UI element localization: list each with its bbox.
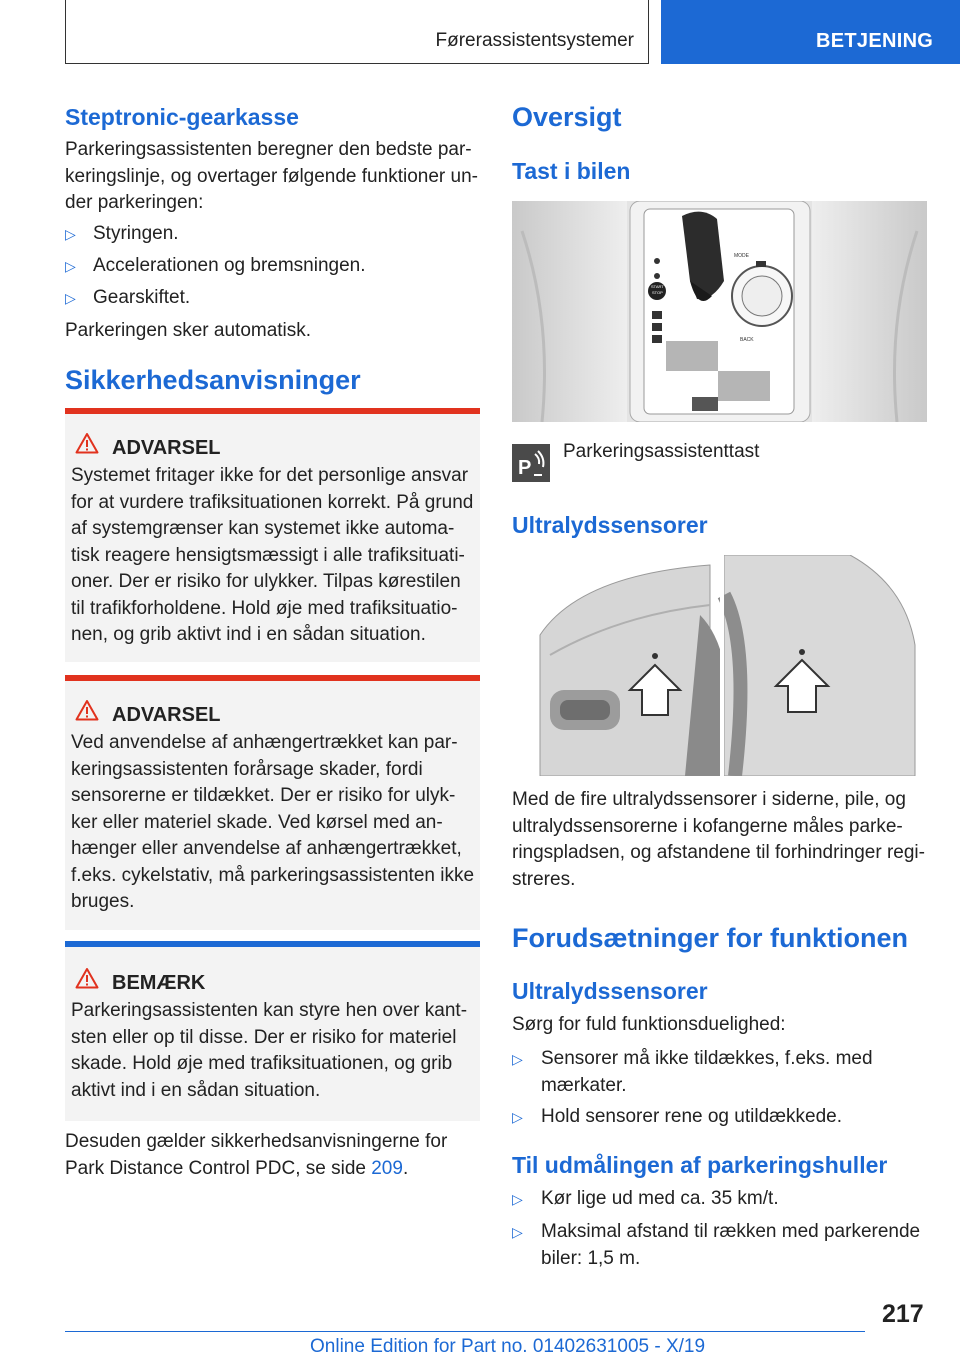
text-line: Med de fire ultralydssensorer i siderne, pile, og [512, 789, 906, 810]
text-line: keringslinje, og overtager følgende funktioner un- [65, 165, 478, 187]
warning-triangle-icon [75, 967, 99, 989]
sensor-image [520, 555, 920, 776]
notice-bar [65, 941, 480, 947]
steptronic-text [65, 137, 485, 217]
page-number: 217 [882, 1300, 924, 1328]
parking-assistant-icon [512, 444, 550, 482]
text-line: Sensorer må ikke tildækkes, f.eks. med [541, 1048, 873, 1069]
button-caption: Parkeringsassistenttast [563, 441, 760, 462]
text-line: til trafikforholdene. Hold øje med trafiksituatio- [71, 597, 458, 619]
text-line: skade. Hold øje med trafiksituationen, og grib [71, 1053, 453, 1074]
page-reference-link[interactable]: 209 [371, 1157, 403, 1179]
start-label: START [651, 284, 664, 289]
console-image [512, 201, 927, 422]
measurement-heading: Til udmålingen af parkeringshuller [512, 1152, 888, 1178]
warning-box [65, 675, 480, 930]
list-item-text [512, 1046, 932, 1099]
notice-text [71, 998, 467, 1104]
text-line: Maksimal afstand til rækken med parkerende [541, 1221, 921, 1242]
list-item [65, 221, 465, 248]
closing-text [65, 1129, 485, 1182]
warning-text [71, 463, 473, 649]
sensor-illustration [520, 555, 920, 776]
overview-heading: Oversigt [512, 102, 622, 132]
list-item [512, 1186, 932, 1213]
footer-divider [65, 1331, 865, 1332]
ultrasonic-subheading: Ultralydssensorer [512, 978, 708, 1004]
parking-assistant-glyph [512, 444, 550, 482]
warning-box [65, 408, 480, 662]
text-line: streres. [512, 868, 576, 890]
text-line [65, 1156, 485, 1183]
text-line: oner. Der er risiko for ulykker. Tilpas kørestilen [71, 571, 461, 592]
text-line: sensorerne er tildækket. Der er risiko for ulyk- [71, 785, 456, 806]
stop-label: STOP [652, 290, 663, 295]
svg-text:P: P [518, 457, 532, 479]
list-item [512, 1046, 932, 1099]
ultrasonic-heading: Ultralydssensorer [512, 512, 708, 538]
text-line: aktivt ind i en sådan situation. [71, 1079, 321, 1101]
list-item [65, 253, 465, 280]
text-line: ringspladsen, og afstandene til forhindringer regi- [512, 842, 925, 863]
text-line: biler: 1,5 m. [541, 1247, 641, 1269]
safety-heading: Sikkerhedsanvisninger [65, 365, 361, 395]
text-line: hænger eller anvendelse af anhængertrækket, [71, 838, 462, 859]
steptronic-heading: Steptronic-gearkasse [65, 104, 299, 130]
text-line: mærkater. [541, 1074, 627, 1096]
text-line: Parkeringsassistenten kan styre hen over kant- [71, 1000, 468, 1021]
text-line: der parkeringen: [65, 192, 204, 213]
warning-triangle-icon [75, 699, 99, 721]
button-heading: Tast i bilen [512, 158, 631, 184]
header-chapter-title: BETJENING [816, 30, 934, 52]
ultrasonic-text [512, 787, 942, 893]
text-span: . [402, 1157, 409, 1179]
warning-bar [65, 408, 480, 414]
text-line: bruges. [71, 891, 135, 912]
warning-title: ADVARSEL [112, 437, 221, 459]
text-line: tisk reagere hensigtsmæssigt i alle trafiksituati- [71, 544, 465, 566]
prerequisites-heading: Forudsætninger for funktionen [512, 923, 908, 953]
steptronic-end-text: Parkeringen sker automatisk. [65, 320, 312, 341]
warning-bar [65, 675, 480, 681]
bullet-triangle-icon: ▷ [512, 1109, 523, 1125]
bullet-triangle-icon: ▷ [65, 290, 76, 306]
text-line: for at vurdere trafiksituationen korrekt. På grund [71, 491, 474, 513]
header-chapter-box [661, 0, 960, 64]
warning-title: ADVARSEL [112, 704, 221, 726]
text-line: ultralydssensorerne i kofangerne måles parke- [512, 815, 903, 837]
bullet-triangle-icon: ▷ [512, 1224, 523, 1240]
list-item-text: Accelerationen og bremsningen. [93, 255, 366, 276]
bullet-triangle-icon: ▷ [512, 1191, 523, 1207]
list-item [65, 285, 465, 312]
text-line: sten eller op til disse. Der er risiko for materiel [71, 1026, 457, 1048]
notice-box [65, 941, 480, 1121]
warning-text [71, 730, 474, 916]
back-label: BACK [740, 337, 754, 343]
list-item [512, 1104, 932, 1131]
text-line: keringsassistenten forårsage skader, fordi [71, 758, 423, 780]
list-item [512, 1219, 932, 1272]
text-line: Ved anvendelse af anhængertrækket kan par- [71, 732, 458, 753]
footer-edition: Online Edition for Part no. 01402631005 - X/19 [310, 1336, 706, 1357]
text-line: f.eks. cykelstativ, må parkeringsassistenten ikke [71, 864, 475, 886]
text-line: ker eller materiel skade. Ved kørsel med an- [71, 811, 443, 833]
list-item-text: Kør lige ud med ca. 35 km/t. [541, 1188, 779, 1209]
list-item-text [512, 1219, 932, 1272]
functionality-text: Sørg for fuld funktionsduelighed: [512, 1014, 786, 1035]
text-line: Desuden gælder sikkerhedsanvisningerne for [65, 1131, 448, 1152]
list-item-text: Styringen. [93, 223, 179, 244]
header-section-title: Førerassistentsystemer [435, 30, 634, 51]
mode-label: MODE [734, 253, 749, 259]
notice-title: BEMÆRK [112, 972, 206, 994]
header-section-box [65, 0, 649, 64]
text-span: Park Distance Control PDC, se side [65, 1157, 372, 1179]
text-line: nen, og grib aktivt ind i en sådan situation. [71, 624, 426, 645]
warning-triangle-icon [75, 432, 99, 454]
text-line: Parkeringsassistenten beregner den bedste par- [65, 139, 472, 160]
list-item-text: Gearskiftet. [93, 287, 191, 308]
console-illustration [512, 201, 927, 422]
text-line: af systemgrænser kan systemet ikke automa- [71, 518, 455, 539]
bullet-triangle-icon: ▷ [512, 1051, 523, 1067]
bullet-triangle-icon: ▷ [65, 258, 76, 274]
bullet-triangle-icon: ▷ [65, 226, 76, 242]
text-line: Systemet fritager ikke for det personlige ansvar [71, 465, 469, 486]
list-item-text: Hold sensorer rene og utildækkede. [541, 1106, 843, 1127]
